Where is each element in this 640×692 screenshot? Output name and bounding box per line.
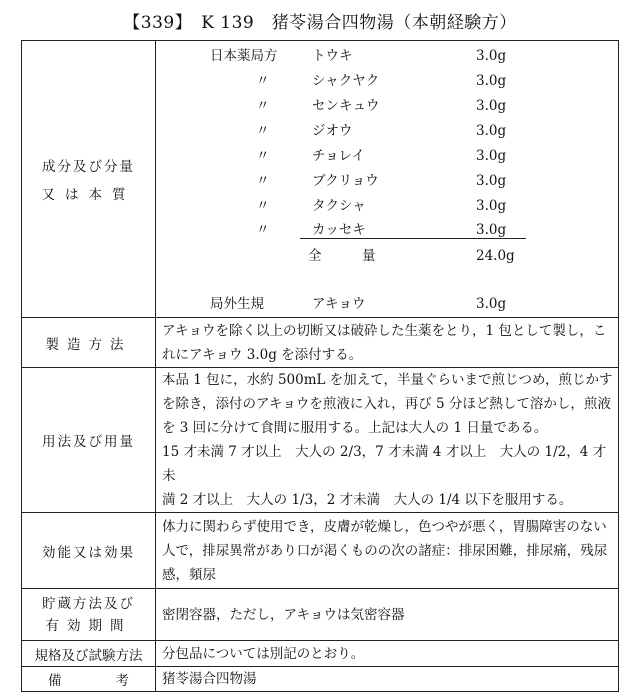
efficacy-row <box>22 513 619 589</box>
ingredient-name: シャクヤク <box>312 72 380 89</box>
composition-row <box>22 41 619 318</box>
composition-label-line1: 成分及び分量 <box>42 159 135 175</box>
standards-text: 分包品については別記のとおり。 <box>156 641 619 667</box>
ingredient-name: タクシャ <box>312 197 366 214</box>
dosage-label: 用法及び用量 <box>22 368 156 513</box>
total-label: 全 量 <box>308 247 376 264</box>
extra-ingredient-name: アキョウ <box>312 295 366 312</box>
ingredient-amount: 3.0g <box>476 147 507 164</box>
ingredient-source: 〃 <box>256 122 270 139</box>
efficacy-label: 効能又は効果 <box>22 513 156 589</box>
efficacy-line: 体力に関わらず使用でき，皮膚が乾燥し，色つやが悪く，胃腸障害のない <box>162 518 607 535</box>
page-title: 【339】 K 139 猪苓湯合四物湯（本朝経験方） <box>123 13 517 33</box>
remarks-text: 猪苓湯合四物湯 <box>156 667 619 692</box>
total-rule <box>300 238 526 239</box>
extra-ingredient-amount: 3.0g <box>476 295 507 312</box>
total-amount: 24.0g <box>476 247 515 264</box>
dosage-line: 満 2 才以上 大人の 1/3，2 才未満 大人の 1/4 以下を服用する。 <box>162 492 573 508</box>
ingredient-name: ジオウ <box>312 122 353 139</box>
ingredient-source: 〃 <box>256 221 270 238</box>
dosage-content <box>156 368 619 513</box>
dosage-line: を除き，添付のアキョウを煎液に入れ，再び 5 分ほど熱して溶かし，煎液 <box>162 396 611 412</box>
storage-text: 密閉容器，ただし，アキョウは気密容器 <box>156 589 619 641</box>
ingredient-source: 〃 <box>256 97 270 114</box>
remarks-row <box>22 667 619 692</box>
remarks-label: 備 考 <box>22 667 156 692</box>
ingredient-amount: 3.0g <box>476 72 507 89</box>
ingredient-amount: 3.0g <box>476 47 507 64</box>
efficacy-line: 人で，排尿異常があり口が渇くものの次の諸症：排尿困難，排尿痛，残尿 <box>162 542 608 559</box>
composition-label <box>22 41 156 318</box>
ingredient-name: センキュウ <box>312 97 380 114</box>
composition-label-line2: 又は本質 <box>41 187 136 203</box>
efficacy-line: 感，頻尿 <box>162 566 216 583</box>
dosage-line: を 3 回に分けて食間に服用する。上記は大人の 1 日量である。 <box>162 420 548 436</box>
ingredient-name: ブクリョウ <box>312 172 379 189</box>
storage-label: 貯蔵方法及び 有効期間 <box>22 589 156 641</box>
ingredient-amount: 3.0g <box>476 97 507 114</box>
dosage-row <box>22 368 619 513</box>
manufacturing-label: 製造方法 <box>22 318 156 368</box>
extra-ingredient-source: 局外生規 <box>210 295 264 312</box>
monograph-table <box>21 40 619 692</box>
ingredient-amount: 3.0g <box>476 197 507 214</box>
composition-content <box>156 41 619 318</box>
storage-row <box>22 589 619 641</box>
ingredient-name: カッセキ <box>312 221 366 238</box>
ingredient-name: トウキ <box>312 47 353 64</box>
ingredient-source: 日本薬局方 <box>210 47 278 64</box>
standards-label: 規格及び試験方法 <box>22 641 156 667</box>
ingredient-source: 〃 <box>256 72 270 89</box>
ingredient-source: 〃 <box>256 197 270 214</box>
ingredient-name: チョレイ <box>312 147 365 164</box>
standards-row <box>22 641 619 667</box>
efficacy-content <box>156 513 619 589</box>
ingredient-source: 〃 <box>256 147 270 164</box>
manufacturing-text: アキョウを除く以上の切断又は破砕した生薬をとり，1 包として製し，これにアキョウ 3.0g を添付する。 <box>156 318 619 368</box>
ingredient-amount: 3.0g <box>476 221 507 238</box>
dosage-line: 本品 1 包に，水約 500mL を加えて，半量ぐらいまで煎じつめ，煎じかす <box>162 372 613 388</box>
manufacturing-row <box>22 318 619 368</box>
ingredient-amount: 3.0g <box>476 172 507 189</box>
ingredient-amount: 3.0g <box>476 122 507 139</box>
dosage-line: 15 才未満 7 才以上 大人の 2/3，7 才未満 4 才以上 大人の 1/2，4 才未 <box>162 444 607 484</box>
ingredient-source: 〃 <box>256 172 270 189</box>
